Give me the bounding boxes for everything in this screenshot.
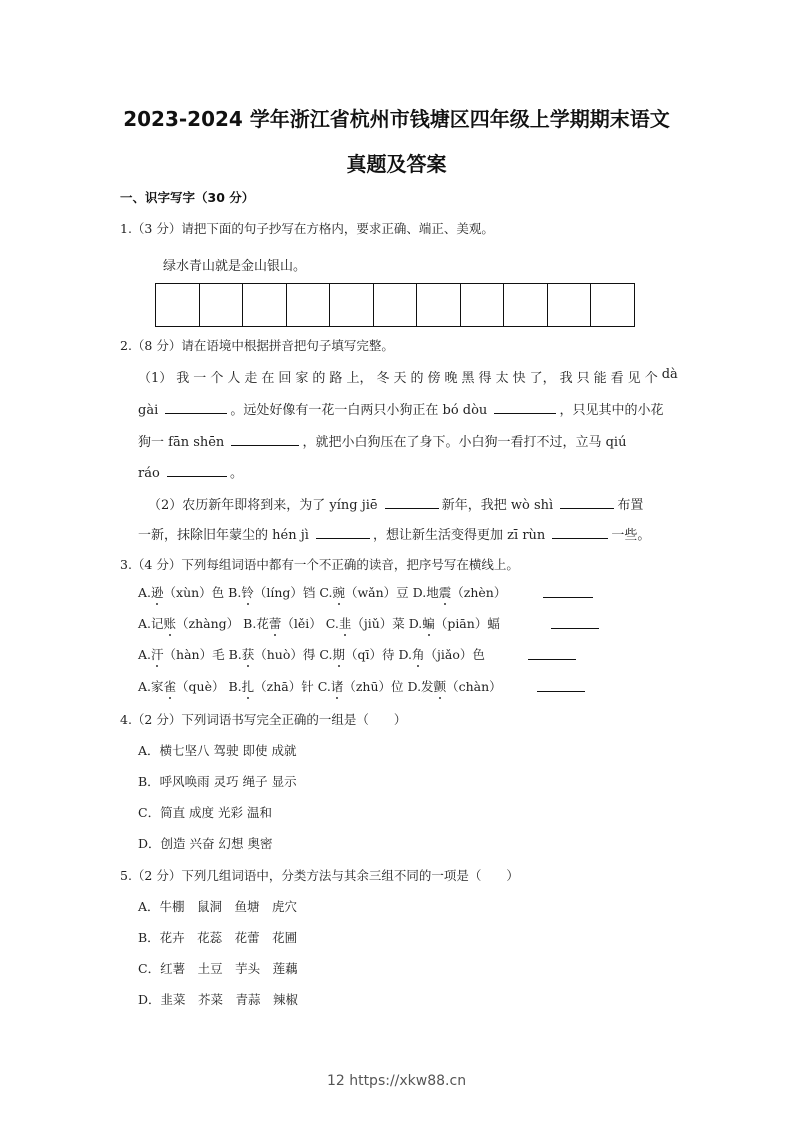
answer-blank[interactable] — [528, 659, 576, 660]
q2-p1-line4 — [138, 462, 243, 481]
q5-stem: 5.（2 分）下列几组词语中，分类方法与其余三组不同的一项是（ ） — [120, 868, 519, 883]
sentence-text: 上， — [346, 371, 373, 386]
q3-option — [228, 679, 317, 694]
option-text: C. — [319, 647, 333, 662]
sentence-text: 一些。 — [611, 528, 651, 543]
sentence-text: 太 — [495, 371, 509, 386]
sentence-text: 看 — [610, 371, 624, 386]
sentence-text: 新年，我把 wò shì — [441, 498, 554, 513]
dotted-character: 角 — [412, 647, 425, 662]
sentence-text: 个 — [210, 371, 224, 386]
dotted-character: 颤 — [433, 679, 447, 694]
sentence-text: dà — [661, 367, 678, 382]
q3-option — [319, 585, 412, 600]
answer-blank[interactable] — [231, 433, 299, 446]
q2-p1-line1 — [138, 367, 678, 386]
q2-p2-line2 — [138, 524, 650, 543]
option-text: （piān）蝠 — [434, 616, 500, 631]
sentence-text: 的 — [312, 371, 326, 386]
option-text: A. — [138, 647, 152, 662]
q3-option — [138, 616, 243, 631]
doc-title-line2: 真题及答案 — [346, 152, 447, 176]
grid-cell[interactable] — [417, 284, 461, 326]
option-text: A.记 — [138, 616, 164, 631]
answer-blank[interactable] — [560, 496, 614, 509]
sentence-text: 路 — [329, 371, 343, 386]
option-text: B. — [228, 585, 242, 600]
option-text: （qī）待 — [344, 647, 399, 662]
sentence-text: 在 — [261, 371, 275, 386]
sentence-text: 黑 — [461, 371, 475, 386]
sentence-text: 狗一 fān shēn — [138, 435, 225, 450]
q3-option — [228, 585, 319, 600]
sentence-text: 见 — [627, 371, 641, 386]
q3-option — [408, 679, 502, 694]
answer-blank[interactable] — [551, 628, 599, 629]
section-heading: 一、识字写字（30 分） — [120, 190, 255, 205]
answer-blank[interactable] — [543, 597, 593, 598]
option-text: D. — [408, 616, 423, 631]
sentence-text: 冬 — [376, 371, 390, 386]
dotted-character: 韭 — [338, 616, 352, 631]
q3-row — [138, 677, 502, 695]
q3-option — [319, 647, 398, 662]
q1-sentence: 绿水青山就是金山银山。 — [163, 259, 307, 274]
sentence-text: 。 — [229, 466, 243, 481]
dotted-character: 震 — [438, 585, 452, 600]
q3-option — [229, 647, 320, 662]
grid-cell[interactable] — [243, 284, 287, 326]
q3-row — [138, 645, 485, 663]
doc-title-line1: 2023-2024 学年浙江省杭州市钱塘区四年级上学期期末语文 — [123, 107, 670, 131]
q5-option-d[interactable]: D．韭菜 芥菜 青蒜 辣椒 — [138, 992, 299, 1007]
sentence-text: ，想让新生活变得更加 zī rùn — [373, 528, 546, 543]
answer-blank[interactable] — [494, 401, 556, 414]
sentence-text: 个 — [644, 371, 658, 386]
answer-blank[interactable] — [316, 526, 370, 539]
q4-option-a[interactable]: A．横七坚八 驾驶 即使 成就 — [138, 743, 297, 758]
q5-option-b[interactable]: B．花卉 花蕊 花蕾 花圃 — [138, 930, 298, 945]
option-text: D.地 — [412, 585, 439, 600]
dotted-character: 铃 — [241, 585, 254, 600]
sentence-text: 晚 — [444, 371, 458, 386]
sentence-text: 我 — [559, 371, 573, 386]
q3-option — [413, 585, 507, 600]
q3-row — [138, 614, 500, 632]
q3-option — [243, 616, 326, 631]
dotted-character: 雀 — [163, 679, 177, 694]
q2-p1-line2 — [138, 399, 663, 418]
q3-option — [409, 616, 500, 631]
option-text: B. — [228, 647, 242, 662]
option-text: （líng）铛 — [253, 585, 320, 600]
dotted-character: 扎 — [241, 679, 255, 694]
dotted-character: 逊 — [151, 585, 164, 600]
q5-option-c[interactable]: C．红薯 土豆 芋头 莲藕 — [138, 961, 298, 976]
sentence-text: （2）农历新年即将到来，为了 yíng jiē — [148, 498, 378, 513]
option-text: C. — [325, 616, 339, 631]
dotted-character: 诸 — [330, 679, 344, 694]
grid-cell[interactable] — [548, 284, 592, 326]
q3-option — [326, 616, 409, 631]
answer-blank[interactable] — [165, 401, 227, 414]
sentence-text: 我 — [176, 371, 190, 386]
writing-grid[interactable] — [155, 283, 635, 327]
dotted-character: 汗 — [151, 647, 164, 662]
q3-option — [138, 585, 228, 600]
q3-row — [138, 583, 506, 601]
sentence-text: 。远处好像有一花一白两只小狗正在 bó dòu — [230, 403, 488, 418]
sentence-text: 了， — [529, 371, 556, 386]
sentence-text: ，只见其中的小花 — [559, 403, 664, 418]
option-text: （zhū）位 — [343, 679, 408, 694]
q2-p2-line1 — [148, 494, 643, 513]
option-text: A. — [138, 585, 152, 600]
sentence-text: ，就把小白狗压在了身下。小白狗一看打不过，立马 qiú — [302, 435, 627, 450]
q3-option — [138, 647, 229, 662]
grid-cell[interactable] — [504, 284, 548, 326]
sentence-text: 得 — [478, 371, 492, 386]
q4-option-c[interactable]: C．简直 成度 光彩 温和 — [138, 805, 272, 820]
q2-p1-line3 — [138, 431, 626, 450]
option-text: （huò）得 — [254, 647, 320, 662]
option-text: C. — [317, 679, 331, 694]
q2-stem: 2.（8 分）请在语境中根据拼音把句子填写完整。 — [120, 338, 394, 353]
grid-cell[interactable] — [591, 284, 634, 326]
page-footer: 12 https://xkw88.cn — [326, 1073, 467, 1089]
option-text: D.发 — [407, 679, 434, 694]
sentence-text: 布置 — [617, 498, 644, 513]
dotted-character: 蕾 — [268, 616, 282, 631]
option-text: B. — [228, 679, 242, 694]
sentence-text: 一新，抹除旧年蒙尘的 hén jì — [138, 528, 309, 543]
grid-cell[interactable] — [330, 284, 374, 326]
q4-option-d[interactable]: D．创造 兴奋 幻想 奥密 — [138, 836, 273, 851]
pinyin-text: gài — [138, 403, 159, 418]
option-text: C. — [319, 585, 333, 600]
grid-cell[interactable] — [156, 284, 200, 326]
q3-option — [138, 679, 228, 694]
grid-cell[interactable] — [287, 284, 331, 326]
option-text: B.花 — [243, 616, 269, 631]
answer-blank[interactable] — [385, 496, 439, 509]
sentence-text: 家 — [295, 371, 309, 386]
option-text: （zhàng） — [176, 616, 244, 631]
option-text: （wǎn）豆 — [344, 585, 413, 600]
dotted-character: 蝙 — [422, 616, 435, 631]
sentence-text: （1） — [138, 371, 173, 386]
option-text: （chàn） — [446, 679, 502, 694]
sentence-text: 能 — [593, 371, 607, 386]
q3-option — [398, 647, 484, 662]
q4-stem: 4.（2 分）下列词语书写完全正确的一组是（ ） — [120, 712, 407, 727]
dotted-character: 期 — [332, 647, 345, 662]
grid-cell[interactable] — [461, 284, 505, 326]
dotted-character: 获 — [241, 647, 255, 662]
sentence-text: 一 — [193, 371, 207, 386]
sentence-text: 回 — [278, 371, 292, 386]
option-text: （hàn）毛 — [163, 647, 229, 662]
option-text: （jiǔ）菜 — [351, 616, 409, 631]
option-text: （xùn）色 — [163, 585, 229, 600]
q5-option-a[interactable]: A．牛棚 鼠洞 鱼塘 虎穴 — [138, 899, 298, 914]
option-text: A.家 — [138, 679, 164, 694]
pinyin-text: ráo — [138, 466, 160, 481]
sentence-text: 的 — [410, 371, 424, 386]
q4-option-b[interactable]: B．呼风唤雨 灵巧 绳子 显示 — [138, 774, 297, 789]
sentence-text: 走 — [244, 371, 258, 386]
answer-blank[interactable] — [552, 526, 608, 539]
grid-cell[interactable] — [200, 284, 244, 326]
option-text: （zhèn） — [451, 585, 507, 600]
q3-stem: 3.（4 分）下列每组词语中都有一个不正确的读音，把序号写在横线上。 — [120, 557, 519, 572]
sentence-text: 只 — [576, 371, 590, 386]
dotted-character: 豌 — [332, 585, 345, 600]
option-text: （què） — [176, 679, 229, 694]
option-text: （lěi） — [281, 616, 326, 631]
q3-option — [318, 679, 408, 694]
sentence-text: 天 — [393, 371, 407, 386]
option-text: （zhā）针 — [254, 679, 318, 694]
q1-stem: 1.（3 分）请把下面的句子抄写在方格内，要求正确、端正、美观。 — [120, 221, 494, 236]
grid-cell[interactable] — [374, 284, 418, 326]
sentence-text: 傍 — [427, 371, 441, 386]
sentence-text: 人 — [227, 371, 241, 386]
option-text: （jiǎo）色 — [424, 647, 485, 662]
answer-blank[interactable] — [167, 464, 227, 477]
dotted-character: 账 — [163, 616, 177, 631]
answer-blank[interactable] — [537, 691, 585, 692]
option-text: D. — [398, 647, 413, 662]
sentence-text: 快 — [512, 371, 526, 386]
